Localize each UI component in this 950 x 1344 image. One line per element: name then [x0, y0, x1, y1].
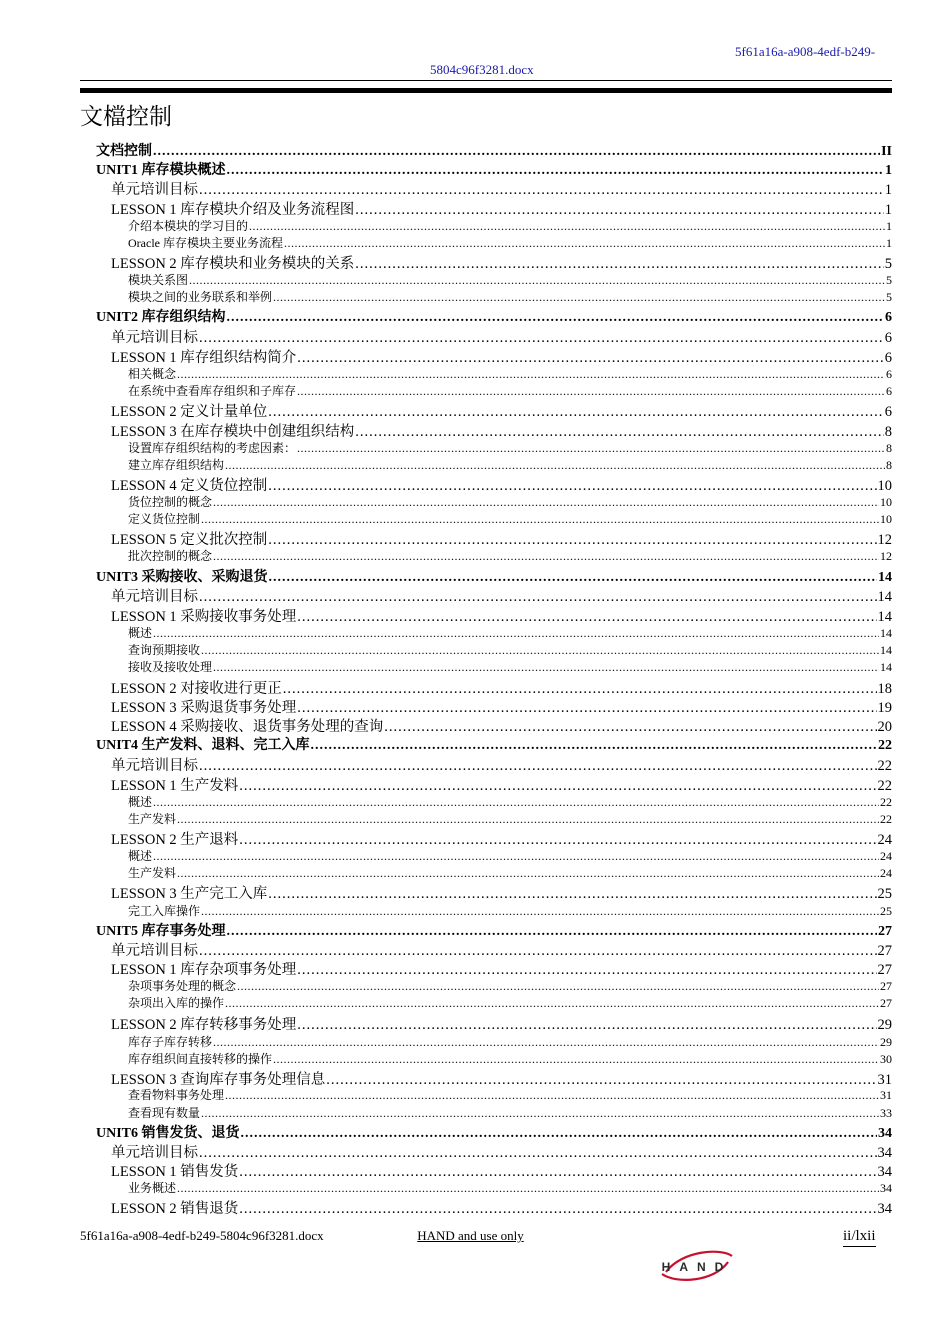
toc-entry-title: LESSON 1 生产发料 — [111, 778, 239, 794]
toc-entry[interactable] — [96, 939, 892, 960]
toc-entry-title: LESSON 3 查询库存事务处理信息 — [111, 1072, 326, 1088]
toc-dot-leader — [199, 182, 884, 199]
toc-dot-leader — [153, 795, 879, 810]
toc-dot-leader — [225, 996, 879, 1011]
toc-entry-title: 杂项事务处理的概念 — [128, 979, 237, 993]
header-rule-thick — [80, 88, 892, 93]
toc-entry-title: LESSON 2 定义计量单位 — [111, 404, 268, 420]
toc-entry-page: 8 — [886, 441, 892, 455]
footer-notice: HAND and use only — [417, 1228, 524, 1243]
toc-entry[interactable] — [96, 847, 892, 864]
toc-entry-title: 库存子库存转移 — [128, 1035, 213, 1049]
toc-entry-page: 6 — [885, 310, 892, 325]
toc-entry-title: 单元培训目标 — [111, 943, 198, 959]
toc-entry-page: 1 — [884, 202, 892, 218]
toc-entry[interactable] — [96, 658, 892, 675]
toc-dot-leader — [237, 979, 879, 994]
toc-entry-title: 库存组织间直接转移的操作 — [128, 1052, 273, 1066]
toc-entry[interactable] — [96, 456, 892, 473]
logo-text: HAND — [661, 1260, 733, 1274]
toc-dot-leader — [297, 384, 885, 399]
toc-entry-page: 24 — [877, 832, 892, 848]
toc-entry[interactable] — [96, 528, 892, 549]
footer-filename: 5f61a16a-a908-4edf-b249-5804c96f3281.docx — [80, 1228, 324, 1243]
toc-dot-leader — [311, 738, 877, 754]
header-filename-line2: 5804c96f3281.docx — [430, 62, 534, 77]
toc-entry[interactable] — [96, 178, 892, 199]
toc-entry[interactable] — [96, 217, 892, 234]
toc-entry[interactable] — [96, 696, 892, 717]
toc-dot-leader — [201, 904, 879, 919]
toc-entry[interactable] — [96, 754, 892, 775]
toc-entry-title: LESSON 1 销售发货 — [111, 1164, 239, 1180]
toc-entry[interactable] — [96, 1013, 892, 1034]
toc-entry[interactable] — [96, 920, 892, 940]
toc-entry-title: 查看现有数量 — [128, 1106, 201, 1120]
toc-entry[interactable] — [96, 420, 892, 441]
toc-entry[interactable] — [96, 977, 892, 994]
toc-entry-page: 34 — [877, 1201, 892, 1217]
toc-entry[interactable] — [96, 382, 892, 399]
toc-entry-page: 6 — [884, 404, 892, 420]
toc-entry-page: 27 — [880, 996, 892, 1010]
toc-entry-page: 20 — [877, 719, 892, 735]
toc-entry-title: LESSON 4 定义货位控制 — [111, 478, 268, 494]
toc-entry-page: 6 — [884, 350, 892, 366]
toc-entry-page: 8 — [884, 424, 892, 440]
toc-entry-title: 业务概述 — [128, 1181, 177, 1195]
toc-entry[interactable] — [96, 624, 892, 641]
toc-entry-title: 单元培训目标 — [111, 758, 198, 774]
toc-entry[interactable] — [96, 882, 892, 903]
toc-entry[interactable] — [96, 474, 892, 495]
toc-entry[interactable] — [96, 566, 892, 586]
toc-entry[interactable] — [96, 198, 892, 219]
page-title: 文檔控制 — [80, 104, 172, 130]
toc-dot-leader — [225, 1088, 879, 1103]
toc-entry-title: 生产发料 — [128, 812, 177, 826]
toc-entry-page: 31 — [880, 1088, 892, 1102]
toc-dot-leader — [273, 1052, 879, 1067]
toc-dot-leader — [225, 458, 885, 473]
toc-entry-page: 14 — [880, 643, 892, 657]
toc-entry-title: 接收及接收处理 — [128, 660, 213, 674]
toc-dot-leader — [189, 273, 885, 288]
toc-dot-leader — [177, 812, 879, 827]
toc-entry-title: 文档控制 — [96, 144, 152, 159]
toc-entry-page: 29 — [877, 1017, 892, 1033]
toc-entry-title: 批次控制的概念 — [128, 549, 213, 563]
toc-entry[interactable] — [96, 400, 892, 421]
toc-entry-title: LESSON 2 库存模块和业务模块的关系 — [111, 256, 355, 272]
toc-entry-title: 单元培训目标 — [111, 589, 198, 605]
toc-entry[interactable] — [96, 1033, 892, 1050]
toc-entry-title: LESSON 2 库存转移事务处理 — [111, 1017, 297, 1033]
toc-entry-page: 27 — [880, 979, 892, 993]
toc-entry-title: 概述 — [128, 626, 153, 640]
toc-entry[interactable] — [96, 365, 892, 382]
toc-entry-title: LESSON 2 对接收进行更正 — [111, 681, 282, 697]
toc-entry[interactable] — [96, 1141, 892, 1162]
toc-dot-leader — [213, 549, 879, 564]
toc-entry-page: 8 — [886, 458, 892, 472]
toc-entry[interactable] — [96, 346, 892, 367]
toc-entry[interactable] — [96, 774, 892, 795]
toc-entry[interactable] — [96, 958, 892, 979]
toc-entry-title: UNIT1 库存模块概述 — [96, 163, 226, 178]
toc-entry[interactable] — [96, 677, 892, 698]
toc-entry-page: 6 — [886, 384, 892, 398]
toc-dot-leader — [297, 1017, 876, 1034]
toc-entry[interactable] — [96, 715, 892, 736]
toc-entry[interactable] — [96, 234, 892, 251]
toc-entry[interactable] — [96, 252, 892, 273]
toc-dot-leader — [268, 886, 876, 903]
toc-dot-leader — [177, 367, 885, 382]
toc-dot-leader — [227, 163, 884, 179]
toc-entry[interactable] — [96, 585, 892, 606]
toc-entry-page: 14 — [880, 626, 892, 640]
toc-entry-title: 模块之间的业务联系和举例 — [128, 290, 273, 304]
toc-entry-page: 27 — [878, 924, 892, 939]
toc-entry-page: 19 — [877, 700, 892, 716]
toc-entry-page: 30 — [880, 1052, 892, 1066]
toc-entry-title: 单元培训目标 — [111, 330, 198, 346]
toc-entry-title: UNIT5 库存事务处理 — [96, 924, 226, 939]
toc-entry-page: 33 — [880, 1106, 892, 1120]
toc-entry-page: 34 — [877, 1164, 892, 1180]
toc-entry[interactable] — [96, 1104, 892, 1121]
toc-entry[interactable] — [96, 810, 892, 827]
toc-entry[interactable] — [96, 510, 892, 527]
toc-entry-page: 6 — [886, 367, 892, 381]
toc-entry-page: 12 — [877, 532, 892, 548]
toc-entry-title: LESSON 1 库存杂项事务处理 — [111, 962, 297, 978]
toc-entry-page: 22 — [877, 778, 892, 794]
toc-entry-title: 货位控制的概念 — [128, 495, 213, 509]
toc-entry-page: 24 — [880, 849, 892, 863]
toc-entry-title: 概述 — [128, 849, 153, 863]
toc-entry-page: 22 — [878, 738, 892, 753]
toc-entry-page: 14 — [880, 660, 892, 674]
toc-entry[interactable] — [96, 288, 892, 305]
toc-entry-title: LESSON 3 生产完工入库 — [111, 886, 268, 902]
toc-entry-page: 24 — [880, 866, 892, 880]
toc-entry[interactable] — [96, 493, 892, 510]
toc-entry[interactable] — [96, 439, 892, 456]
toc-entry[interactable] — [96, 641, 892, 658]
toc-entry-title: LESSON 1 采购接收事务处理 — [111, 609, 297, 625]
toc-entry-page: 1 — [886, 236, 892, 250]
toc-entry-page: II — [881, 144, 892, 159]
toc-entry[interactable] — [96, 1197, 892, 1218]
toc-entry-page: 10 — [880, 512, 892, 526]
toc-dot-leader — [227, 924, 877, 940]
toc-entry-title: UNIT6 销售发货、退货 — [96, 1126, 240, 1141]
toc-entry-page: 25 — [880, 904, 892, 918]
toc-entry-title: UNIT4 生产发料、退料、完工入库 — [96, 738, 310, 753]
toc-entry[interactable] — [96, 902, 892, 919]
toc-entry-title: LESSON 3 采购退货事务处理 — [111, 700, 297, 716]
toc-entry[interactable] — [96, 1122, 892, 1142]
toc-dot-leader — [241, 1126, 877, 1142]
toc-entry[interactable] — [96, 271, 892, 288]
toc-entry-title: 概述 — [128, 795, 153, 809]
toc-entry-page: 29 — [880, 1035, 892, 1049]
header-rule-thin — [80, 80, 892, 81]
toc-entry-title: LESSON 2 销售退货 — [111, 1201, 239, 1217]
toc-entry-page: 10 — [877, 478, 892, 494]
toc-dot-leader — [213, 495, 879, 510]
toc-dot-leader — [201, 643, 879, 658]
toc-dot-leader — [177, 1181, 879, 1196]
toc-entry-title: 介绍本模块的学习目的 — [128, 219, 249, 233]
toc-entry-page: 34 — [878, 1126, 892, 1141]
toc-dot-leader — [269, 570, 877, 586]
toc-dot-leader — [297, 441, 885, 456]
toc-entry-page: 12 — [880, 549, 892, 563]
toc-entry-page: 1 — [884, 182, 892, 198]
toc-entry-title: Oracle 库存模块主要业务流程 — [128, 236, 283, 250]
toc-entry-title: 相关概念 — [128, 367, 177, 381]
toc-entry[interactable] — [96, 159, 892, 179]
toc-entry-page: 1 — [886, 219, 892, 233]
toc-entry-title: LESSON 1 库存组织结构简介 — [111, 350, 297, 366]
toc-entry-page: 1 — [885, 163, 892, 178]
toc-dot-leader — [284, 236, 885, 251]
toc-entry-title: 生产发料 — [128, 866, 177, 880]
toc-entry-page: 14 — [878, 570, 892, 585]
toc-entry[interactable] — [96, 605, 892, 626]
toc-entry-page: 6 — [884, 330, 892, 346]
toc-dot-leader — [201, 1106, 879, 1121]
toc-dot-leader — [227, 310, 884, 326]
toc-entry[interactable] — [96, 994, 892, 1011]
toc-entry-title: 完工入库操作 — [128, 904, 201, 918]
toc-entry[interactable] — [96, 547, 892, 564]
toc-dot-leader — [273, 290, 885, 305]
toc-entry[interactable] — [96, 864, 892, 881]
header-filename-line1: 5f61a16a-a908-4edf-b249- — [735, 44, 876, 59]
toc-dot-leader — [268, 404, 883, 421]
toc-entry-page: 5 — [886, 273, 892, 287]
toc-entry[interactable] — [96, 793, 892, 810]
toc-dot-leader — [153, 626, 879, 641]
toc-dot-leader — [201, 512, 879, 527]
toc-entry-title: 单元培训目标 — [111, 1145, 198, 1161]
toc-entry-page: 27 — [877, 962, 892, 978]
toc-dot-leader — [199, 589, 877, 606]
toc-entry-title: 定义货位控制 — [128, 512, 201, 526]
toc-entry-title: LESSON 2 生产退料 — [111, 832, 239, 848]
toc-entry-page: 34 — [877, 1145, 892, 1161]
hand-logo — [652, 1248, 742, 1284]
toc-entry-title: LESSON 3 在库存模块中创建组织结构 — [111, 424, 355, 440]
toc-entry[interactable] — [96, 828, 892, 849]
toc-entry[interactable] — [96, 1160, 892, 1181]
toc-dot-leader — [153, 849, 879, 864]
toc-dot-leader — [213, 1035, 879, 1050]
toc-dot-leader — [239, 1201, 876, 1218]
toc-entry[interactable] — [96, 1179, 892, 1196]
toc-entry[interactable] — [96, 1086, 892, 1103]
toc-entry-title: 建立库存组织结构 — [128, 458, 225, 472]
toc-dot-leader — [213, 660, 879, 675]
toc-entry[interactable] — [96, 306, 892, 326]
toc-entry-title: LESSON 5 定义批次控制 — [111, 532, 268, 548]
toc-entry-title: UNIT2 库存组织结构 — [96, 310, 226, 325]
toc-entry-title: 查看物料事务处理 — [128, 1088, 225, 1102]
toc-dot-leader — [249, 219, 885, 234]
toc-entry-title: 杂项出入库的操作 — [128, 996, 225, 1010]
toc-dot-leader — [153, 144, 880, 160]
toc-entry-page: 14 — [877, 609, 892, 625]
toc-entry-page: 5 — [884, 256, 892, 272]
toc-entry-page: 25 — [877, 886, 892, 902]
toc-entry-title: 单元培训目标 — [111, 182, 198, 198]
toc-entry-page: 10 — [880, 495, 892, 509]
toc-entry-title: UNIT3 采购接收、采购退货 — [96, 570, 268, 585]
toc-dot-leader — [199, 330, 884, 347]
toc-dot-leader — [199, 758, 877, 775]
toc-entry-page: 22 — [877, 758, 892, 774]
toc-dot-leader — [177, 866, 879, 881]
toc-entry-title: 设置库存组织结构的考虑因素： — [128, 441, 297, 455]
toc-entry-page: 14 — [877, 589, 892, 605]
toc-entry[interactable] — [96, 734, 892, 754]
toc-entry[interactable] — [96, 326, 892, 347]
toc-entry[interactable] — [96, 1050, 892, 1067]
toc-entry-page: 5 — [886, 290, 892, 304]
toc-entry-page: 34 — [880, 1181, 892, 1195]
toc-entry-title: LESSON 1 库存模块介绍及业务流程图 — [111, 202, 355, 218]
toc-entry-title: 在系统中查看库存组织和子库存 — [128, 384, 297, 398]
toc-entry-page: 31 — [877, 1072, 892, 1088]
footer-page-number: ii/lxii — [843, 1228, 876, 1247]
toc-entry-page: 27 — [877, 943, 892, 959]
toc-entry-page: 22 — [880, 795, 892, 809]
toc-entry[interactable] — [96, 140, 892, 160]
toc-entry-title: LESSON 4 采购接收、退货事务处理的查询 — [111, 719, 384, 735]
toc-entry-title: 查询预期接收 — [128, 643, 201, 657]
toc-entry-title: 模块关系图 — [128, 273, 189, 287]
toc-entry-page: 22 — [880, 812, 892, 826]
toc-entry-page: 18 — [877, 681, 892, 697]
